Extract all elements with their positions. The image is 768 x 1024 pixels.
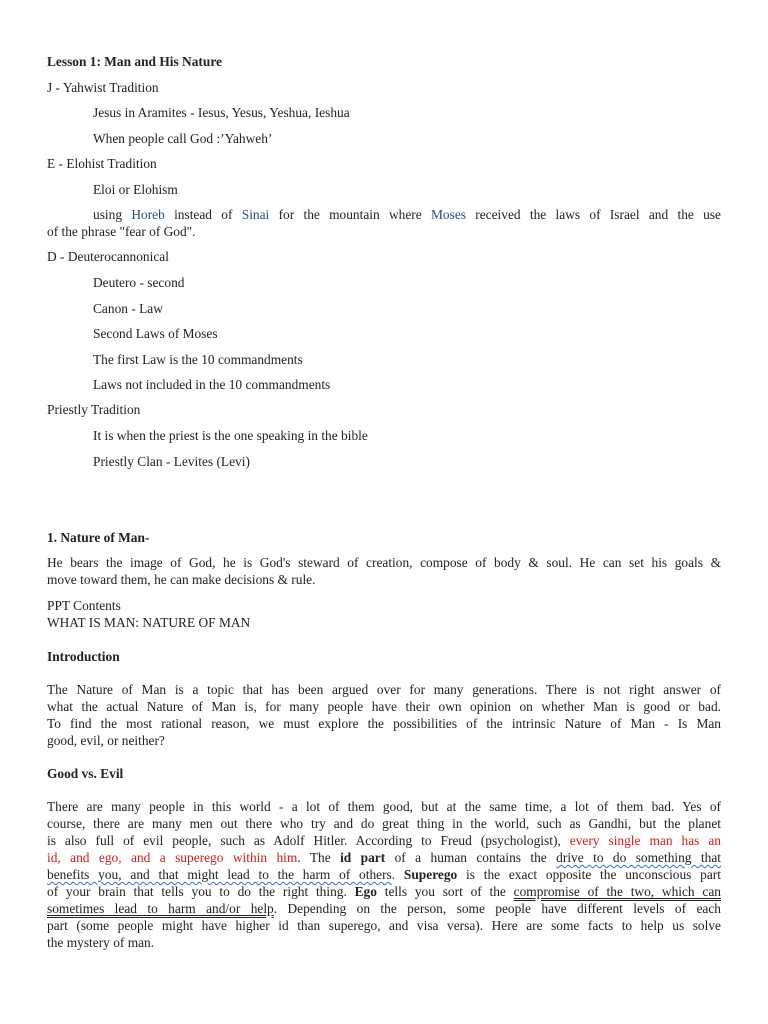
- nature-of-man-heading: 1. Nature of Man-: [47, 530, 150, 545]
- list-item: When people call God :’Yahweh’: [93, 131, 273, 146]
- elohist-usage-paragraph: using Horeb instead of Sinai for the mountain where Moses received the laws of Israel and the use: [93, 207, 721, 222]
- d-tradition-title: D - Deuterocannonical: [47, 249, 169, 264]
- list-item: Eloi or Elohism: [93, 182, 178, 197]
- introduction-heading: Introduction: [47, 649, 120, 664]
- double-underline: compromise of the two, which can: [513, 884, 721, 899]
- spellcheck-underline: benefits you, and that might lead to the harm of others: [47, 867, 392, 882]
- list-item: Laws not included in the 10 commandments: [93, 377, 331, 392]
- double-underline: sometimes lead to harm and/or help: [47, 901, 274, 916]
- list-item: Jesus in Aramites - Iesus, Yesus, Yeshua, Ieshua: [93, 105, 350, 120]
- priestly-tradition-title: Priestly Tradition: [47, 402, 141, 417]
- what-is-man-title: WHAT IS MAN: NATURE OF MAN: [47, 615, 251, 630]
- introduction-paragraph: The Nature of Man is a topic that has been argued over for many generations. There is not right answer of what the actual Nature of Man is, for many people have their own opinion on whether Man is good or bad. To find the most rational reason, we must explore the possibilities of the intrinsic Nature of Man - Is Man good, evil, or neither?: [47, 682, 721, 748]
- sinai-link[interactable]: Sinai: [241, 207, 270, 222]
- list-item: It is when the priest is the one speaking in the bible: [93, 428, 368, 443]
- j-tradition-title: J - Yahwist Tradition: [47, 80, 159, 95]
- list-item: Deutero - second: [93, 275, 185, 290]
- freud-highlight: every single man has an: [569, 833, 721, 848]
- ppt-contents-label: PPT Contents: [47, 598, 121, 613]
- elohist-usage-line2: of the phrase "fear of God".: [47, 224, 196, 239]
- moses-link[interactable]: Moses: [431, 207, 466, 222]
- list-item: The first Law is the 10 commandments: [93, 352, 303, 367]
- lesson-heading: Lesson 1: Man and His Nature: [47, 54, 222, 69]
- e-tradition-title: E - Elohist Tradition: [47, 156, 157, 171]
- list-item: Priestly Clan - Levites (Levi): [93, 454, 250, 469]
- nature-of-man-paragraph: He bears the image of God, he is God's steward of creation, compose of body & soul. He can set his goals & move toward them, he can make decisions & rule.: [47, 555, 721, 587]
- list-item: Second Laws of Moses: [93, 326, 218, 341]
- good-vs-evil-paragraph: There are many people in this world - a lot of them good, but at the same time, a lot of them bad. Yes of course, there are many men out there who try and do great thing in the world, such as Gandhi, but the planet is also full of evil people, such as Adolf Hitler. According to Freud (psychologist), every single man has an id, and ego, and a superego within him. The id part of a human contains the drive to do something that benefits you, and that might lead to the harm of others. Superego is the exact opposite the unconscious part of your brain that tells you to do the right thing. Ego tells you sort of the compromise of the two, which can sometimes lead to harm and/or help. Depending on the person, some people have different levels of each part (some people might have higher id than superego, and visa versa). Here are some facts to help us solve the mystery of man.: [47, 799, 721, 950]
- horeb-link[interactable]: Horeb: [131, 207, 165, 222]
- good-vs-evil-heading: Good vs. Evil: [47, 766, 124, 781]
- spellcheck-underline: drive to do something that: [556, 850, 721, 865]
- list-item: Canon - Law: [93, 301, 163, 316]
